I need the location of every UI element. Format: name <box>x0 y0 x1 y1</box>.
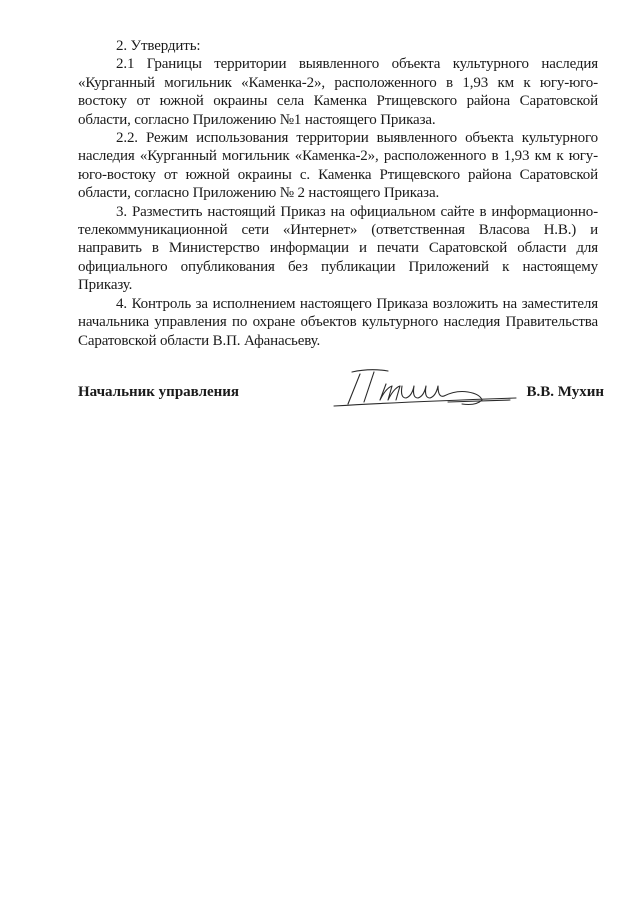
handwritten-signature <box>330 362 520 412</box>
paragraph-approve: 2. Утвердить: <box>116 38 201 54</box>
document-body <box>78 37 598 350</box>
paragraph-3: 3. Разместить настоящий Приказ на официальном сайте в информационно-телекоммуникационной сети «Интернет» (ответственная Власова Н.В.) и направить в Министерство информации и печати Саратовской области для официального опубликования без публикации Приложений к настоящему Приказу. <box>78 203 598 294</box>
signatory-title: Начальник управления <box>78 384 240 400</box>
paragraph-2-1: 2.1 Границы территории выявленного объекта культурного наследия «Курганный могильник «Каменка-2», расположенного в 1,93 км к югу-юго-востоку от южной окраины села Каменка Ртищевского района Саратовской области, согласно Приложению №1 настоящего Приказа. <box>78 56 598 128</box>
paragraph-2-2: 2.2. Режим использования территории выявленного объекта культурного наследия «Курганный могильник «Каменка-2», расположенного в 1,93 км к югу-юго-востоку от южной окраины с. Каменка Ртищевского района Саратовской области, согласно Приложению № 2 настоящего Приказа. <box>78 130 598 202</box>
signatory-name: В.В. Мухин <box>526 384 604 400</box>
paragraph-4: 4. Контроль за исполнением настоящего Приказа возложить на заместителя начальника управления по охране объектов культурного наследия Правительства Саратовской области В.П. Афанасьеву. <box>78 295 598 349</box>
